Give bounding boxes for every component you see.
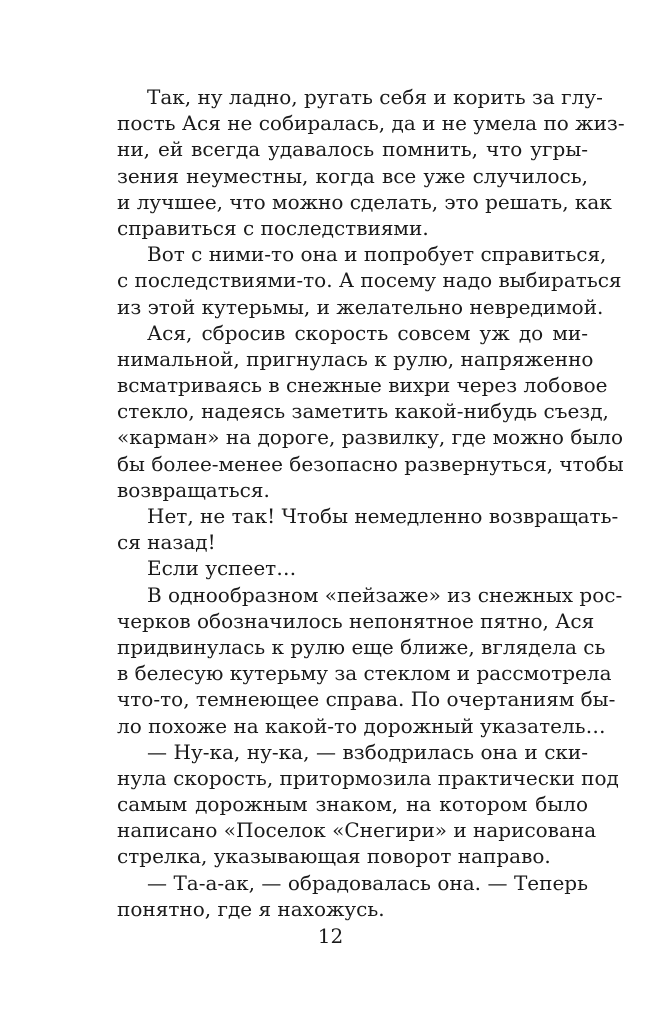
text-line: ло похоже на какой-то дорожный указатель…	[117, 713, 606, 738]
text-line: ни, ей всегда удавалось помнить, что угры-	[117, 137, 588, 162]
text-line: пость Ася не собиралась, да и не умела по жиз-	[117, 111, 625, 136]
text-line: из этой кутерьмы, и желательно невредимой.	[117, 294, 604, 319]
text-line: — Ну-ка, ну-ка, — взбодрилась она и ски-	[147, 739, 588, 764]
text-line: черков обозначилось непонятное пятно, Ася	[117, 608, 595, 633]
text-line: — Та-а-ак, — обрадовалась она. — Теперь	[147, 870, 588, 895]
text-line: справиться с последствиями.	[117, 215, 429, 240]
text-line: ся назад!	[117, 530, 216, 555]
text-line: стекло, надеясь заметить какой-нибудь съезд,	[117, 399, 609, 424]
text-line: что-то, темнеющее справа. По очертаниям бы-	[117, 687, 616, 712]
text-line: понятно, где я нахожусь.	[117, 896, 385, 921]
text-line: Вот с ними-то она и попробует справиться,	[147, 242, 607, 267]
body-text	[117, 84, 625, 922]
text-line: нула скорость, притормозила практически под	[117, 765, 619, 790]
text-line: в белесую кутерьму за стеклом и рассмотрела	[117, 661, 612, 686]
text-line: Нет, не так! Чтобы немедленно возвращать-	[147, 504, 619, 528]
text-line: бы более-менее безопасно развернуться, чтобы	[117, 451, 624, 476]
text-line: «карман» на дороге, развилку, где можно было	[117, 425, 624, 450]
text-line: стрелка, указывающая поворот направо.	[117, 844, 551, 869]
text-line: нимальной, пригнулась к рулю, напряженно	[117, 346, 594, 371]
text-line: придвинулась к рулю еще ближе, вглядела сь	[117, 634, 606, 659]
text-line: возвращаться.	[117, 477, 270, 502]
text-line: с последствиями-то. А посему надо выбираться	[117, 268, 622, 293]
text-line: самым дорожным знаком, на котором было	[117, 792, 588, 817]
text-line: Так, ну ладно, ругать себя и корить за глу-	[147, 85, 603, 109]
text-line: Если успеет…	[147, 556, 297, 581]
text-line: В однообразном «пейзаже» из снежных рос-	[147, 582, 623, 607]
text-line: зения неуместны, когда все уже случилось,	[117, 163, 588, 188]
text-line: и лучшее, что можно сделать, это решать, как	[117, 189, 612, 214]
page-number: 12	[317, 924, 344, 948]
text-line: написано «Поселок «Снегири» и нарисована	[117, 818, 597, 843]
text-line: всматриваясь в снежные вихри через лобовое	[117, 373, 608, 398]
text-line: Ася, сбросив скорость совсем уж до ми-	[147, 320, 588, 345]
